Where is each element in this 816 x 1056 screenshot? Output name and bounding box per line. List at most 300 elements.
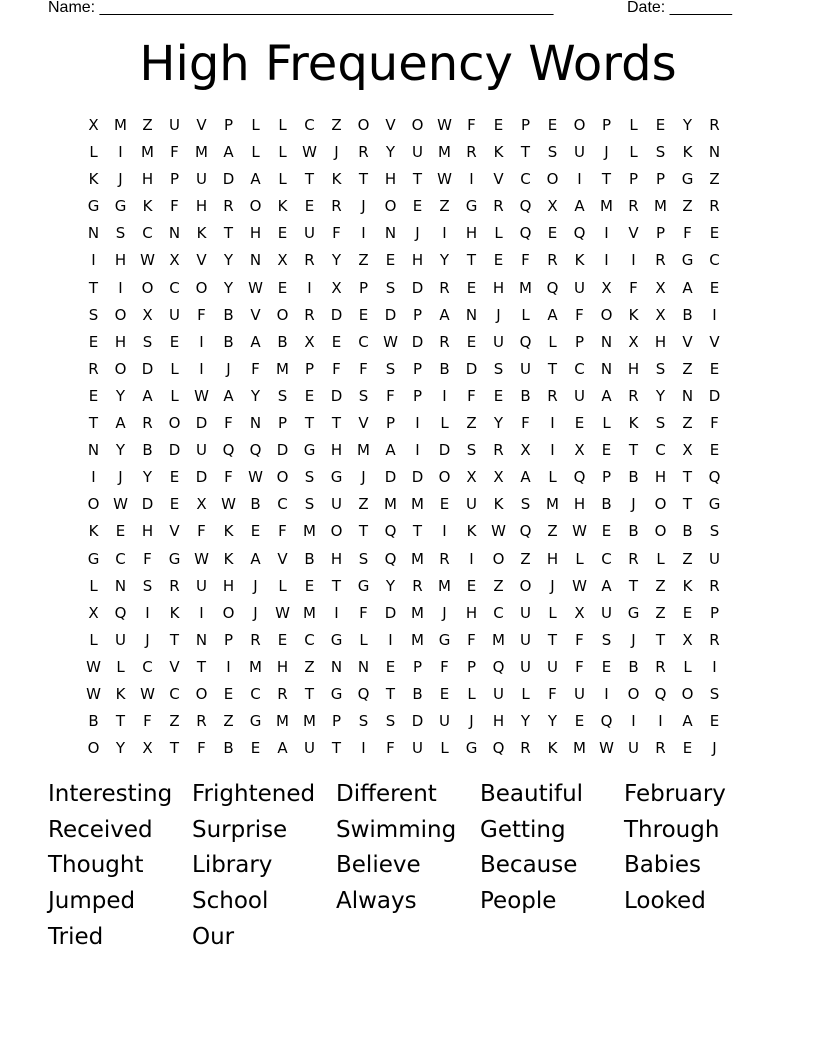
grid-letter: R (88, 359, 99, 378)
grid-letter: X (466, 468, 477, 487)
grid-letter: O (87, 495, 100, 514)
grid-letter: U (196, 441, 207, 460)
grid-letter: C (304, 630, 315, 649)
grid-letter: U (493, 332, 504, 351)
word-bank-item: Swimming (336, 816, 457, 843)
grid-letter: B (628, 522, 639, 541)
grid-letter: D (384, 603, 397, 622)
grid-letter: K (115, 684, 126, 703)
grid-letter: O (492, 549, 505, 568)
grid-letter: E (277, 224, 288, 243)
grid-letter: M (303, 522, 316, 541)
grid-letter: I (604, 684, 609, 703)
grid-letter: F (629, 278, 638, 297)
grid-letter: I (91, 251, 96, 270)
grid-letter: A (250, 549, 261, 568)
grid-letter: H (330, 549, 343, 568)
grid-letter: M (411, 630, 424, 649)
word-bank-item: Our (192, 923, 235, 950)
grid-letter: L (467, 684, 476, 703)
grid-letter: W (572, 576, 587, 595)
grid-letter: Z (493, 576, 504, 595)
grid-letter: R (412, 576, 423, 595)
grid-letter: T (331, 414, 342, 433)
grid-letter: B (277, 332, 288, 351)
grid-letter: Q (222, 441, 235, 460)
grid-letter: N (249, 414, 262, 433)
grid-letter: S (547, 143, 558, 162)
grid-letter: O (681, 684, 694, 703)
grid-letter: S (358, 712, 369, 731)
grid-letter: H (411, 251, 424, 270)
grid-letter: R (304, 251, 315, 270)
grid-letter: S (358, 549, 369, 568)
grid-letter: D (708, 386, 721, 405)
grid-letter: A (223, 386, 234, 405)
grid-letter: N (87, 441, 100, 460)
grid-letter: H (492, 278, 505, 297)
grid-letter: E (385, 657, 396, 676)
grid-letter: W (248, 468, 263, 487)
grid-letter: U (520, 359, 531, 378)
grid-letter: V (250, 305, 261, 324)
grid-letter: I (442, 224, 447, 243)
grid-letter: U (439, 712, 450, 731)
date-field-label: Date: _______ (627, 0, 732, 16)
grid-letter: O (438, 468, 451, 487)
grid-letter: H (492, 712, 505, 731)
grid-letter: F (143, 712, 152, 731)
grid-letter: R (250, 630, 261, 649)
grid-letter: I (361, 739, 366, 758)
grid-letter: S (709, 522, 720, 541)
grid-letter: E (169, 468, 180, 487)
grid-letter: E (439, 495, 450, 514)
grid-letter: B (682, 522, 693, 541)
grid-letter: E (223, 684, 234, 703)
grid-letter: L (278, 143, 287, 162)
grid-letter: U (574, 386, 585, 405)
grid-letter: R (709, 116, 720, 134)
grid-letter: D (195, 414, 208, 433)
grid-letter: K (88, 170, 99, 189)
grid-letter: B (439, 359, 450, 378)
grid-letter: A (682, 278, 693, 297)
grid-letter: C (115, 549, 126, 568)
grid-letter: B (412, 684, 423, 703)
grid-letter: X (277, 251, 288, 270)
grid-letter: D (168, 441, 181, 460)
grid-letter: Z (682, 414, 693, 433)
grid-letter: F (521, 414, 530, 433)
grid-letter: G (465, 197, 478, 216)
grid-letter: T (628, 441, 639, 460)
grid-letter: K (574, 251, 585, 270)
grid-letter: A (277, 739, 288, 758)
grid-letter: J (631, 630, 636, 649)
grid-letter: X (142, 305, 153, 324)
grid-letter: P (331, 712, 342, 731)
grid-letter: U (169, 305, 180, 324)
grid-letter: V (628, 224, 639, 243)
grid-letter: H (465, 603, 478, 622)
grid-letter: D (411, 278, 424, 297)
grid-letter: G (249, 712, 262, 731)
grid-letter: I (712, 305, 717, 324)
grid-letter: Z (223, 712, 234, 731)
word-bank-item: Library (192, 852, 273, 879)
grid-letter: C (277, 495, 288, 514)
grid-letter: Y (520, 712, 531, 731)
grid-letter: R (439, 549, 450, 568)
grid-letter: L (548, 603, 557, 622)
grid-letter: I (199, 359, 204, 378)
grid-letter: O (546, 170, 559, 189)
grid-letter: Z (358, 251, 369, 270)
grid-letter: S (655, 359, 666, 378)
grid-letter: Z (520, 549, 531, 568)
grid-letter: O (195, 684, 208, 703)
grid-letter: B (628, 468, 639, 487)
grid-letter: R (331, 197, 342, 216)
grid-letter: D (276, 441, 289, 460)
grid-letter: H (276, 657, 289, 676)
grid-letter: K (142, 197, 153, 216)
grid-letter: M (411, 495, 424, 514)
grid-letter: I (361, 224, 366, 243)
grid-letter: Z (142, 116, 153, 134)
grid-letter: U (520, 603, 531, 622)
grid-letter: F (440, 657, 449, 676)
grid-letter: R (169, 576, 180, 595)
grid-letter: P (412, 305, 423, 324)
grid-letter: U (628, 739, 639, 758)
grid-letter: L (89, 143, 98, 162)
grid-letter: K (196, 224, 207, 243)
grid-letter: A (520, 468, 531, 487)
grid-letter: W (86, 657, 101, 676)
grid-letter: S (115, 224, 126, 243)
grid-letter: M (492, 630, 505, 649)
grid-letter: W (140, 251, 155, 270)
grid-letter: S (655, 143, 666, 162)
grid-letter: Z (709, 170, 720, 189)
grid-letter: C (709, 251, 720, 270)
grid-letter: W (248, 278, 263, 297)
grid-letter: O (222, 603, 235, 622)
grid-letter: Y (223, 278, 234, 297)
grid-letter: I (199, 332, 204, 351)
word-bank-item: Beautiful (480, 781, 584, 807)
grid-letter: H (330, 441, 343, 460)
word-bank-item: Jumped (48, 888, 136, 915)
grid-letter: J (253, 603, 258, 622)
grid-letter: D (384, 468, 397, 487)
grid-letter: P (709, 603, 720, 622)
grid-letter: A (115, 414, 126, 433)
grid-letter: N (114, 576, 127, 595)
grid-letter: Q (519, 522, 532, 541)
grid-letter: L (359, 630, 368, 649)
grid-letter: G (681, 170, 694, 189)
grid-letter: Z (169, 712, 180, 731)
grid-letter: G (330, 684, 343, 703)
grid-letter: L (251, 143, 260, 162)
grid-letter: S (520, 495, 531, 514)
grid-letter: F (170, 197, 179, 216)
grid-letter: M (249, 657, 262, 676)
grid-letter: O (600, 305, 613, 324)
grid-letter: O (357, 116, 370, 134)
grid-letter: O (114, 305, 127, 324)
grid-letter: T (601, 170, 612, 189)
word-bank-item: Because (480, 852, 578, 879)
grid-letter: R (547, 386, 558, 405)
grid-letter: I (631, 712, 636, 731)
grid-letter: N (600, 359, 613, 378)
word-bank-item: Getting (480, 816, 566, 843)
grid-letter: I (442, 522, 447, 541)
grid-letter: F (467, 630, 476, 649)
grid-letter: P (358, 278, 369, 297)
grid-letter: T (115, 712, 126, 731)
grid-letter: A (142, 386, 153, 405)
grid-letter: L (548, 332, 557, 351)
grid-letter: C (142, 224, 153, 243)
grid-letter: R (628, 386, 639, 405)
grid-letter: L (629, 143, 638, 162)
grid-letter: J (712, 739, 717, 758)
grid-letter: W (140, 684, 155, 703)
grid-letter: R (439, 332, 450, 351)
grid-letter: S (655, 414, 666, 433)
grid-letter: T (196, 657, 207, 676)
grid-letter: E (709, 441, 720, 460)
grid-letter: W (572, 522, 587, 541)
grid-letter: J (442, 603, 447, 622)
grid-letter: S (709, 684, 720, 703)
grid-letter: S (385, 278, 396, 297)
grid-letter: T (412, 522, 423, 541)
grid-letter: W (383, 332, 398, 351)
grid-letter: P (574, 332, 585, 351)
grid-letter: J (469, 712, 474, 731)
grid-letter: R (304, 305, 315, 324)
grid-letter: X (601, 278, 612, 297)
grid-letter: X (331, 278, 342, 297)
grid-letter: I (118, 143, 123, 162)
grid-letter: F (575, 630, 584, 649)
grid-letter: L (629, 116, 638, 134)
grid-letter: R (196, 712, 207, 731)
grid-letter: N (357, 657, 370, 676)
grid-letter: M (411, 603, 424, 622)
grid-letter: W (302, 143, 317, 162)
grid-letter: D (411, 332, 424, 351)
grid-letter: C (358, 332, 369, 351)
grid-letter: E (574, 712, 585, 731)
grid-letter: D (330, 305, 343, 324)
grid-letter: O (654, 495, 667, 514)
grid-letter: E (547, 116, 558, 134)
grid-letter: V (682, 332, 693, 351)
grid-letter: H (627, 359, 640, 378)
grid-letter: D (195, 468, 208, 487)
grid-letter: Y (142, 468, 153, 487)
grid-letter: I (226, 657, 231, 676)
grid-letter: R (223, 197, 234, 216)
grid-letter: I (604, 251, 609, 270)
word-bank-item: Surprise (192, 816, 288, 843)
grid-letter: J (253, 576, 258, 595)
grid-letter: L (89, 576, 98, 595)
grid-letter: I (91, 468, 96, 487)
grid-letter: H (195, 197, 208, 216)
grid-letter: O (141, 278, 154, 297)
grid-letter: X (520, 441, 531, 460)
grid-letter: E (547, 224, 558, 243)
grid-letter: U (493, 684, 504, 703)
grid-letter: E (304, 386, 315, 405)
grid-letter: S (142, 576, 153, 595)
grid-letter: Z (331, 116, 342, 134)
grid-letter: M (546, 495, 559, 514)
grid-letter: U (196, 170, 207, 189)
grid-letter: J (226, 359, 231, 378)
grid-letter: J (496, 305, 501, 324)
grid-letter: T (331, 739, 342, 758)
grid-letter: I (442, 386, 447, 405)
grid-letter: Y (250, 386, 261, 405)
grid-letter: U (331, 495, 342, 514)
grid-letter: P (412, 386, 423, 405)
grid-letter: L (170, 359, 179, 378)
grid-letter: S (142, 332, 153, 351)
grid-letter: J (118, 468, 123, 487)
grid-letter: C (601, 549, 612, 568)
grid-letter: M (654, 197, 667, 216)
grid-letter: Q (249, 441, 262, 460)
grid-letter: E (601, 657, 612, 676)
grid-letter: G (330, 468, 343, 487)
grid-letter: O (330, 522, 343, 541)
grid-letter: S (493, 359, 504, 378)
grid-letter: U (601, 603, 612, 622)
grid-letter: B (304, 549, 315, 568)
grid-letter: T (169, 630, 180, 649)
grid-letter: M (438, 576, 451, 595)
grid-letter: E (466, 576, 477, 595)
grid-letter: K (628, 305, 639, 324)
grid-letter: X (547, 197, 558, 216)
grid-letter: L (440, 739, 449, 758)
grid-letter: W (437, 116, 452, 134)
grid-letter: V (196, 116, 207, 134)
grid-letter: T (655, 630, 666, 649)
grid-letter: P (601, 468, 612, 487)
grid-letter: E (250, 522, 261, 541)
grid-letter: P (223, 116, 234, 134)
grid-letter: L (656, 549, 665, 568)
grid-letter: T (682, 495, 693, 514)
grid-letter: A (601, 386, 612, 405)
grid-letter: E (169, 495, 180, 514)
grid-letter: H (141, 170, 154, 189)
grid-letter: I (631, 251, 636, 270)
grid-letter: P (655, 224, 666, 243)
grid-letter: F (386, 386, 395, 405)
grid-letter: U (520, 630, 531, 649)
grid-letter: Y (331, 251, 342, 270)
word-bank-item: Tried (48, 923, 104, 950)
grid-letter: V (385, 116, 396, 134)
grid-letter: G (87, 197, 100, 216)
grid-letter: L (170, 386, 179, 405)
grid-letter: Z (682, 197, 693, 216)
grid-letter: K (223, 549, 234, 568)
grid-letter: L (89, 630, 98, 649)
grid-letter: I (388, 630, 393, 649)
grid-letter: A (385, 441, 396, 460)
grid-letter: D (222, 170, 235, 189)
grid-letter: W (491, 522, 506, 541)
grid-letter: T (412, 170, 423, 189)
grid-letter: J (361, 197, 366, 216)
grid-letter: D (330, 386, 343, 405)
grid-letter: T (520, 143, 531, 162)
grid-letter: A (223, 143, 234, 162)
grid-letter: I (145, 603, 150, 622)
grid-letter: X (574, 441, 585, 460)
word-bank-item: Believe (336, 852, 421, 879)
grid-letter: R (655, 251, 666, 270)
grid-letter: C (493, 603, 504, 622)
grid-letter: L (278, 116, 287, 134)
grid-letter: F (467, 386, 476, 405)
header-line (48, 0, 732, 18)
grid-letter: W (86, 684, 101, 703)
grid-letter: H (114, 332, 127, 351)
page-title: High Frequency Words (139, 36, 677, 92)
grid-letter: A (547, 305, 558, 324)
grid-letter: M (384, 495, 397, 514)
grid-letter: Z (547, 522, 558, 541)
grid-letter: R (628, 197, 639, 216)
grid-letter: E (574, 414, 585, 433)
grid-letter: L (575, 549, 584, 568)
grid-letter: T (304, 414, 315, 433)
grid-letter: U (304, 739, 315, 758)
grid-letter: G (438, 630, 451, 649)
grid-letter: Y (682, 116, 693, 134)
grid-letter: R (466, 143, 477, 162)
grid-letter: F (575, 657, 584, 676)
name-field-label: Name: ___________________________________________________ (48, 0, 554, 16)
grid-letter: S (304, 495, 315, 514)
grid-letter: E (115, 522, 126, 541)
grid-letter: U (196, 576, 207, 595)
grid-letter: C (655, 441, 666, 460)
grid-letter: S (385, 712, 396, 731)
grid-letter: W (275, 603, 290, 622)
grid-letter: S (601, 630, 612, 649)
grid-letter: V (709, 332, 720, 351)
grid-letter: C (169, 684, 180, 703)
grid-letter: E (169, 332, 180, 351)
grid-letter: F (170, 143, 179, 162)
grid-letter: M (114, 116, 127, 134)
grid-letter: B (250, 495, 261, 514)
